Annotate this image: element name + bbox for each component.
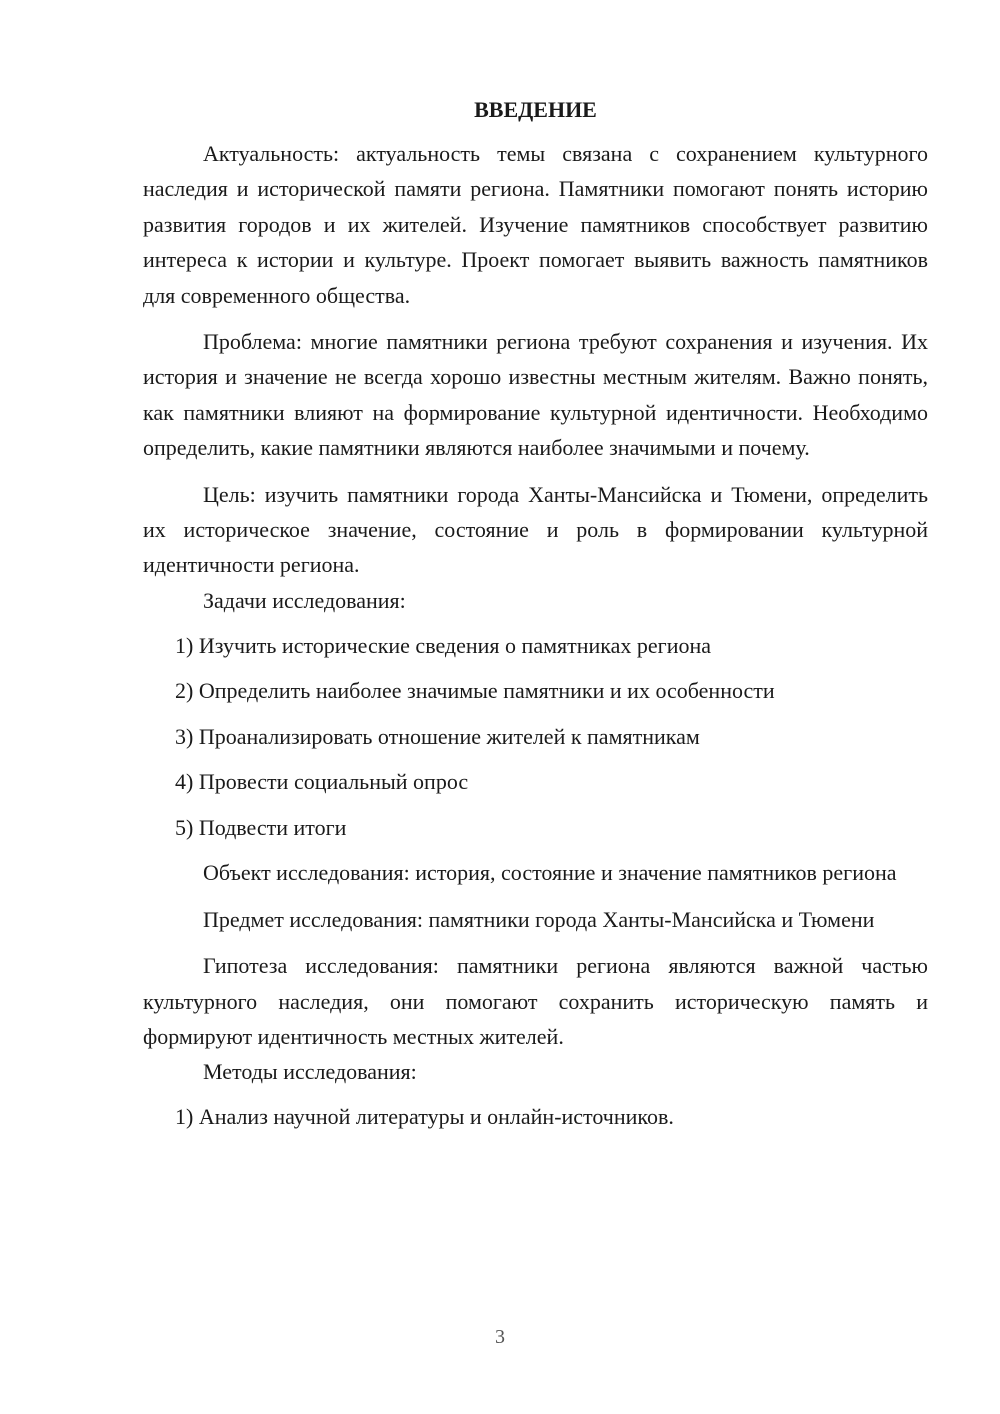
hypothesis-paragraph: Гипотеза исследования: памятники региона являются важной частью культурного наследия, они помогают сохранить историческую память и формируют идентичность местных жителей. — [143, 953, 928, 1049]
page-number: 3 — [495, 1326, 505, 1348]
goal-paragraph: Цель: изучить памятники города Ханты-Мансийска и Тюмени, определить их историческое значение, состояние и роль в формировании культурной идентичности региона. — [143, 481, 928, 578]
tasks-list — [143, 628, 928, 856]
task-item: 1) Изучить исторические сведения о памятниках региона — [175, 632, 712, 658]
task-item: 3) Проанализировать отношение жителей к памятникам — [175, 723, 700, 749]
problem-paragraph: Проблема: многие памятники региона требуют сохранения и изучения. Их история и значение не всегда хорошо известны местным жителям. Важно понять, как памятники влияют на формирование культурной идентичности. Необходимо определить, какие памятники являются наиболее значимыми и почему. — [143, 329, 928, 461]
method-item: 1) Анализ научной литературы и онлайн-источников. — [175, 1104, 674, 1130]
task-item: 5) Подвести итоги — [175, 814, 347, 840]
tasks-heading: Задачи исследования: — [203, 587, 406, 613]
methods-list — [143, 1099, 928, 1145]
page-content — [143, 92, 928, 1145]
relevance-paragraph: Актуальность: актуальность темы связана с сохранением культурного наследия и исторической памяти региона. Памятники помогают понять историю развития городов и их жителей. Изучение памятников способствует развитию интереса к истории и культуре. Проект помогает выявить важность памятников для современного общества. — [143, 141, 928, 308]
subject-paragraph: Предмет исследования: памятники города Ханты-Мансийска и Тюмени — [203, 906, 875, 932]
methods-heading: Методы исследования: — [203, 1059, 417, 1085]
object-paragraph: Объект исследования: история, состояние и значение памятников региона — [203, 860, 897, 886]
task-item: 2) Определить наиболее значимые памятники и их особенности — [175, 678, 775, 704]
section-title: ВВЕДЕНИЕ — [474, 97, 597, 122]
task-item: 4) Провести социальный опрос — [175, 769, 469, 795]
